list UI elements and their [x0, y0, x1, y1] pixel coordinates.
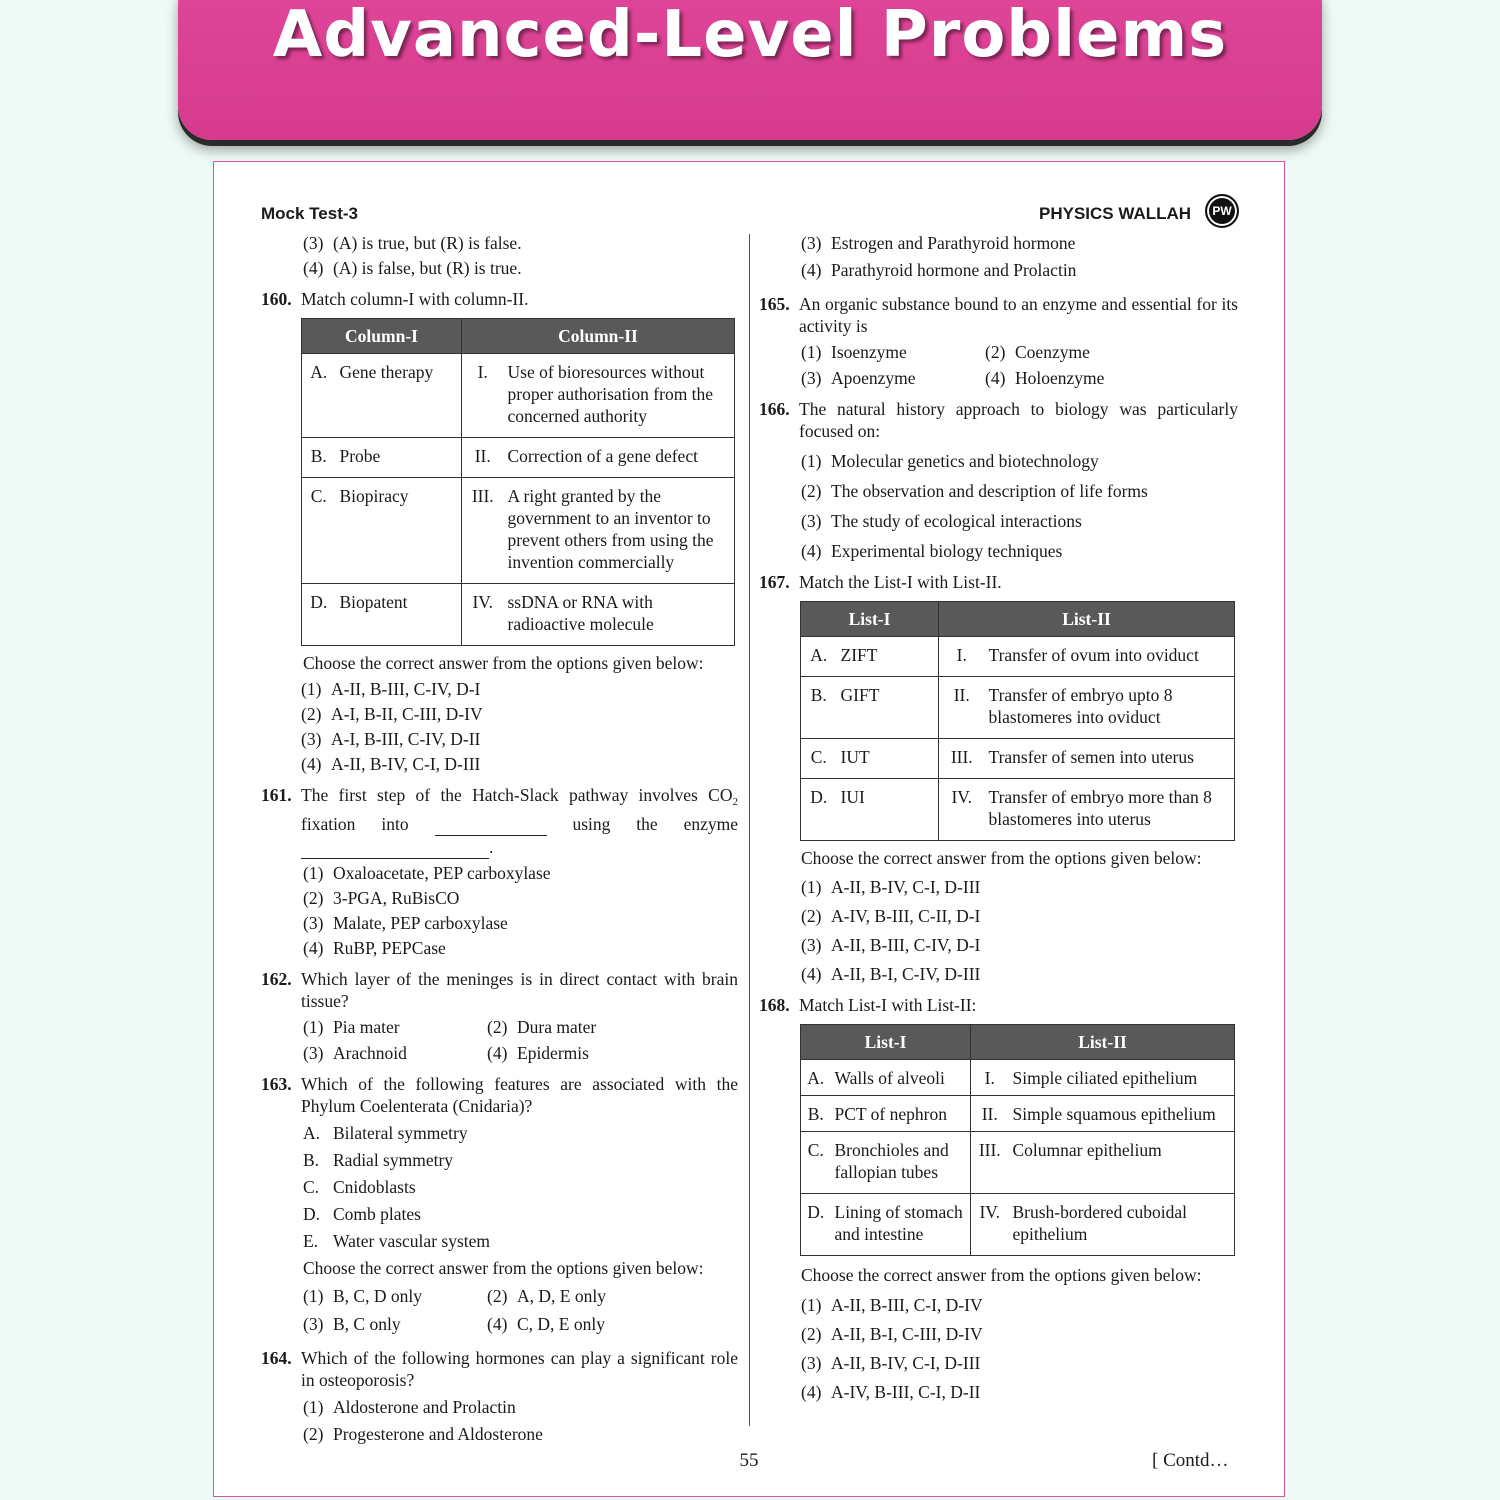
- option: (4) C, D, E only: [487, 1314, 605, 1334]
- statement-item: B. Radial symmetry: [303, 1150, 454, 1170]
- option: (3) Malate, PEP carboxylase: [303, 913, 508, 933]
- pw-logo-icon: PW: [1205, 194, 1239, 228]
- question-162: [261, 968, 738, 1012]
- table-row: B. Probe II. Correction of a gene defect: [302, 438, 735, 478]
- carried-options: [261, 232, 738, 279]
- option: (2) Dura mater: [487, 1017, 597, 1037]
- option: (3) B, C only: [303, 1314, 401, 1334]
- question-text: Which layer of the meninges is in direct contact with brain tissue?: [301, 969, 738, 1011]
- question-text: The natural history approach to biology was particularly focused on:: [799, 399, 1238, 441]
- question-text: Match the List-I with List-II.: [799, 572, 1002, 592]
- option: (1) A-II, B-III, C-I, D-IV: [801, 1295, 983, 1315]
- option: (2) The observation and description of life forms: [801, 481, 1148, 501]
- option: (2) A-IV, B-III, C-II, D-I: [801, 906, 981, 926]
- question-168: [759, 994, 1238, 1016]
- option: (2) Coenzyme: [985, 342, 1090, 362]
- option: (2) A-I, B-II, C-III, D-IV: [301, 704, 483, 724]
- table-header-cell: Column-II: [462, 319, 735, 354]
- left-column: [261, 229, 738, 1450]
- instruction: Choose the correct answer from the options given below:: [801, 848, 1202, 868]
- option: (4) RuBP, PEPCase: [303, 938, 446, 958]
- table-row: C. IUT III. Transfer of semen into uterus: [801, 739, 1235, 779]
- question-text: Match List-I with List-II:: [799, 995, 977, 1015]
- statement-item: E. Water vascular system: [303, 1231, 491, 1251]
- table-header-cell: List-II: [939, 602, 1235, 637]
- answer-blank: [435, 813, 547, 836]
- option: (3) A-II, B-III, C-IV, D-I: [801, 935, 981, 955]
- question-number: 160.: [261, 289, 292, 309]
- option-row: [303, 1313, 738, 1335]
- question-number: 168.: [759, 995, 790, 1015]
- instruction: Choose the correct answer from the options given below:: [303, 1258, 704, 1278]
- match-table-160: [301, 318, 735, 646]
- option: (3) (A) is true, but (R) is false.: [303, 233, 522, 253]
- document-page: [213, 161, 1285, 1497]
- option: (4) A-II, B-IV, C-I, D-III: [301, 754, 481, 774]
- option: (4) Holoenzyme: [985, 368, 1105, 388]
- question-165: [759, 293, 1238, 337]
- option: (1) Isoenzyme: [801, 342, 907, 362]
- question-text: Match column-I with column-II.: [301, 289, 529, 309]
- option-row: [303, 1042, 738, 1064]
- statement-item: C. Cnidoblasts: [303, 1177, 416, 1197]
- question-number: 163.: [261, 1074, 292, 1094]
- answer-blank: [301, 836, 489, 859]
- right-column: [759, 229, 1238, 1410]
- match-table-167: [800, 601, 1235, 841]
- option: (1) Pia mater: [303, 1017, 400, 1037]
- table-header-cell: List-I: [801, 1025, 971, 1060]
- question-number: 165.: [759, 294, 790, 314]
- table-header-row: [801, 602, 1235, 637]
- option: (1) Aldosterone and Prolactin: [303, 1397, 516, 1417]
- option: (4) A-IV, B-III, C-I, D-II: [801, 1382, 981, 1402]
- question-number: 166.: [759, 399, 790, 419]
- table-row: C. Bronchioles and fallopian tubes III. Columnar epithelium: [801, 1132, 1235, 1194]
- option-row: [801, 341, 1238, 363]
- statement-item: D. Comb plates: [303, 1204, 421, 1224]
- table-row: B. PCT of nephron II. Simple squamous epithelium: [801, 1096, 1235, 1132]
- option: (3) Arachnoid: [303, 1043, 407, 1063]
- option: (4) Parathyroid hormone and Prolactin: [801, 260, 1077, 280]
- table-row: B. GIFT II. Transfer of embryo upto 8 blastomeres into oviduct: [801, 677, 1235, 739]
- question-164: [261, 1347, 738, 1391]
- page-number: 55: [739, 1450, 759, 1471]
- option: (3) Estrogen and Parathyroid hormone: [801, 233, 1076, 253]
- question-number: 161.: [261, 785, 292, 805]
- table-row: C. Biopiracy III. A right granted by the government to an inventor to prevent others from using the invention commercially: [302, 478, 735, 584]
- table-header-row: [801, 1025, 1235, 1060]
- question-text: An organic substance bound to an enzyme and essential for its activity is: [799, 294, 1238, 336]
- continued-note: [ Contd…: [1152, 1450, 1229, 1471]
- table-row: D. Lining of stomach and intestine IV. Brush-bordered cuboidal epithelium: [801, 1194, 1235, 1256]
- question-text: The first step of the Hatch-Slack pathway involves $CO_2$ fixation into using the enzyme .: [301, 785, 739, 857]
- option: (4) Epidermis: [487, 1043, 589, 1063]
- table-row: A. ZIFT I. Transfer of ovum into oviduct: [801, 637, 1235, 677]
- table-header-cell: List-I: [801, 602, 939, 637]
- option: (2) A-II, B-I, C-III, D-IV: [801, 1324, 983, 1344]
- table-row: A. Gene therapy I. Use of bioresources without proper authorisation from the concerned authority: [302, 354, 735, 438]
- option: (1) A-II, B-III, C-IV, D-I: [301, 679, 481, 699]
- table-header-row: [302, 319, 735, 354]
- option: (3) A-I, B-III, C-IV, D-II: [301, 729, 481, 749]
- table-header-cell: List-II: [971, 1025, 1235, 1060]
- table-header-cell: Column-I: [302, 319, 462, 354]
- table-row: A. Walls of alveoli I. Simple ciliated epithelium: [801, 1060, 1235, 1096]
- question-161: [261, 784, 738, 859]
- option: (2) Progesterone and Aldosterone: [303, 1424, 543, 1444]
- option: (1) Molecular genetics and biotechnology: [801, 451, 1099, 471]
- match-table-168: [800, 1024, 1235, 1256]
- option: (1) A-II, B-IV, C-I, D-III: [801, 877, 981, 897]
- instruction: Choose the correct answer from the options given below:: [801, 1265, 1202, 1285]
- table-row: D. Biopatent IV. ssDNA or RNA with radioactive molecule: [302, 584, 735, 646]
- option: (3) Apoenzyme: [801, 368, 916, 388]
- option: (2) 3-PGA, RuBisCO: [303, 888, 460, 908]
- option: (3) The study of ecological interactions: [801, 511, 1082, 531]
- option: (2) A, D, E only: [487, 1286, 606, 1306]
- option: (1) Oxaloacetate, PEP carboxylase: [303, 863, 551, 883]
- option: (1) B, C, D only: [303, 1286, 422, 1306]
- header-test-name: Mock Test-3: [261, 204, 358, 223]
- banner: [178, 0, 1322, 140]
- option: (4) A-II, B-I, C-IV, D-III: [801, 964, 981, 984]
- column-divider: [749, 234, 750, 1426]
- question-160: [261, 288, 738, 310]
- table-row: D. IUI IV. Transfer of embryo more than 8 blastomeres into uterus: [801, 779, 1235, 841]
- option-row: [303, 1016, 738, 1038]
- option: (4) (A) is false, but (R) is true.: [303, 258, 522, 278]
- question-text: Which of the following hormones can play a significant role in osteoporosis?: [301, 1348, 738, 1390]
- question-text: Which of the following features are associated with the Phylum Coelenterata (Cnidaria)?: [301, 1074, 738, 1116]
- option: (3) A-II, B-IV, C-I, D-III: [801, 1353, 981, 1373]
- question-number: 162.: [261, 969, 292, 989]
- banner-title: Advanced-Level Problems: [272, 0, 1228, 72]
- statement-item: A. Bilateral symmetry: [303, 1123, 468, 1143]
- header-publisher: PHYSICS WALLAH: [1039, 204, 1192, 223]
- option-row: [303, 1285, 738, 1307]
- instruction: Choose the correct answer from the options given below:: [303, 653, 704, 673]
- question-166: [759, 398, 1238, 442]
- option: (4) Experimental biology techniques: [801, 541, 1063, 561]
- question-number: 167.: [759, 572, 790, 592]
- option-row: [801, 367, 1238, 389]
- question-167: [759, 571, 1238, 593]
- question-163: [261, 1073, 738, 1117]
- question-number: 164.: [261, 1348, 292, 1368]
